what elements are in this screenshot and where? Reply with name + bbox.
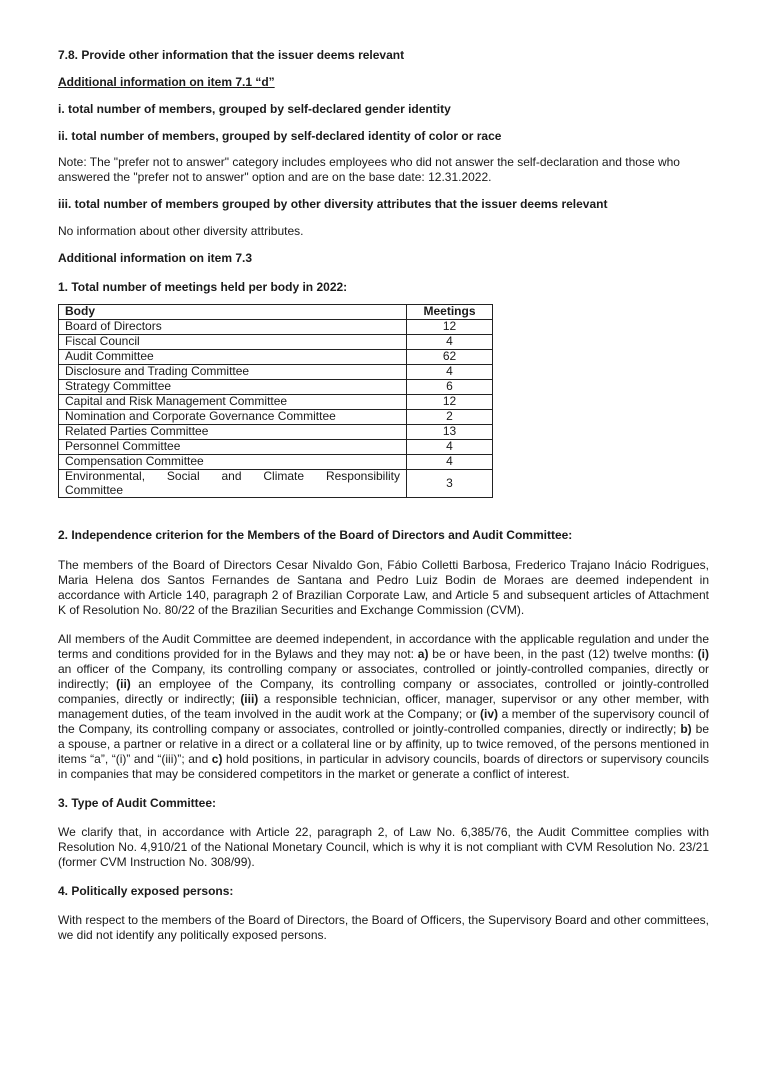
text-run: an officer of the Company, its controlling company or associates, controlled or jointly-controlled companies, directly or indirectly; — [58, 662, 709, 691]
word: and — [221, 469, 242, 483]
subheading-item-7-1-d: Additional information on item 7.1 “d” — [58, 75, 275, 89]
meetings-table — [58, 304, 493, 498]
list-marker: c) — [211, 752, 223, 766]
meetings-cell: 2 — [407, 410, 493, 425]
table-row — [59, 410, 493, 425]
text-run: All members of the Audit Committee are deemed independent, in accordance with the applicable regulation and under the terms and conditions provided for in the Bylaws and they may not: — [58, 632, 709, 661]
body-cell: Disclosure and Trading Committee — [59, 365, 407, 380]
table-row — [59, 470, 493, 498]
word: Social — [166, 469, 200, 483]
no-info-text: No information about other diversity attributes. — [58, 224, 304, 238]
meetings-cell: 4 — [407, 455, 493, 470]
list-marker: (i) — [697, 647, 709, 661]
meetings-cell: 6 — [407, 380, 493, 395]
item-i-heading: i. total number of members, grouped by self-declared gender identity — [58, 102, 451, 116]
body-cell: Board of Directors — [59, 320, 407, 335]
table-row — [59, 455, 493, 470]
column-header-meetings: Meetings — [407, 305, 493, 320]
list-marker: (iii) — [240, 692, 259, 706]
meetings-cell: 3 — [407, 470, 493, 498]
word: Responsibility — [325, 469, 400, 483]
word: Environmental, — [65, 469, 146, 483]
audit-type-paragraph: We clarify that, in accordance with Article 22, paragraph 2, of Law No. 6,385/76, the Audit Committee complies with Resolution No. 4,910/21 of the National Monetary Council, which is why it is not compliant with CVM Resolution No. 23/21 (former CVM Instruction No. 308/99). — [58, 825, 709, 869]
body-cell: Nomination and Corporate Governance Committee — [59, 410, 407, 425]
meetings-cell: 4 — [407, 335, 493, 350]
body-cell-line — [65, 470, 400, 484]
meetings-cell: 12 — [407, 395, 493, 410]
table-header-row — [59, 305, 493, 320]
body-cell: Related Parties Committee — [59, 425, 407, 440]
table-row — [59, 335, 493, 350]
text-run: hold positions, in particular in advisory councils, boards of directors or supervisory councils in companies that may be considered competitors in the market or generate a conflict of interest. — [58, 752, 709, 781]
meetings-cell: 13 — [407, 425, 493, 440]
body-cell: Strategy Committee — [59, 380, 407, 395]
pep-paragraph: With respect to the members of the Board of Directors, the Board of Officers, the Supervisory Board and other committees, we did not identify any politically exposed persons. — [58, 913, 709, 942]
meetings-cell: 12 — [407, 320, 493, 335]
text-run: be a spouse, a partner or relative in a direct or a collateral line or by affinity, up to twice removed, of the persons mentioned in items “a”, “(i)” and “(iii)”; and — [58, 722, 709, 766]
note-paragraph: Note: The "prefer not to answer" category includes employees who did not answer the self-declaration and those who answered the "prefer not to answer" option and are on the base date: 12.31.2022. — [58, 155, 680, 184]
meetings-cell: 62 — [407, 350, 493, 365]
table-row — [59, 365, 493, 380]
body-cell: Audit Committee — [59, 350, 407, 365]
text-run: be or have been, in the past (12) twelve months: — [428, 647, 698, 661]
document-page — [58, 48, 709, 943]
section-heading-7-8: 7.8. Provide other information that the issuer deems relevant — [58, 48, 405, 62]
text-run: a responsible technician, officer, manager, supervisor or any other member, with management duties, of the team involved in the audit work at the Company; or — [58, 692, 709, 721]
text-run: a member of the supervisory council of the Company, its controlling company or associates, controlled or jointly-controlled companies, directly or indirectly; — [58, 707, 709, 736]
text-run: an employee of the Company, its controlling company or associates, controlled or jointly-controlled companies, directly or indirectly; — [58, 677, 709, 706]
column-header-body: Body — [59, 305, 407, 320]
table-row — [59, 380, 493, 395]
body-cell — [59, 470, 407, 498]
body-cell: Compensation Committee — [59, 455, 407, 470]
list-marker: (ii) — [116, 677, 131, 691]
audit-type-heading: 3. Type of Audit Committee: — [58, 796, 217, 810]
body-cell: Personnel Committee — [59, 440, 407, 455]
list-marker: (iv) — [480, 707, 499, 721]
table-row — [59, 395, 493, 410]
table-row — [59, 440, 493, 455]
independence-paragraph: The members of the Board of Directors Cesar Nivaldo Gon, Fábio Colletti Barbosa, Frederico Trajano Inácio Rodrigues, Maria Helena dos Santos Fernandes de Santana and Pedro Luiz Bodin de Moraes are deemed independent in accordance with Article 140, paragraph 2 of Brazilian Corporate Law, and Article 5 and subsequent articles of Attachment K of Resolution No. 80/22 of the Brazilian Securities and Exchange Commission (CVM). — [58, 558, 709, 617]
list-marker: b) — [680, 722, 692, 736]
pep-heading: 4. Politically exposed persons: — [58, 884, 234, 898]
body-cell: Fiscal Council — [59, 335, 407, 350]
independence-heading: 2. Independence criterion for the Members of the Board of Directors and Audit Committee: — [58, 528, 573, 542]
meetings-heading: 1. Total number of meetings held per body in 2022: — [58, 280, 348, 294]
table-row — [59, 320, 493, 335]
body-cell: Capital and Risk Management Committee — [59, 395, 407, 410]
body-cell-line: Committee — [65, 482, 124, 497]
audit-independence-paragraph — [58, 632, 709, 782]
subheading-item-7-3: Additional information on item 7.3 — [58, 251, 253, 265]
table-row — [59, 350, 493, 365]
meetings-cell: 4 — [407, 365, 493, 380]
item-iii-heading: iii. total number of members grouped by other diversity attributes that the issuer deems relevant — [58, 197, 608, 211]
word: Climate — [263, 469, 305, 483]
table-row — [59, 425, 493, 440]
list-marker: a) — [417, 647, 429, 661]
item-ii-heading: ii. total number of members, grouped by self-declared identity of color or race — [58, 129, 502, 143]
meetings-cell: 4 — [407, 440, 493, 455]
